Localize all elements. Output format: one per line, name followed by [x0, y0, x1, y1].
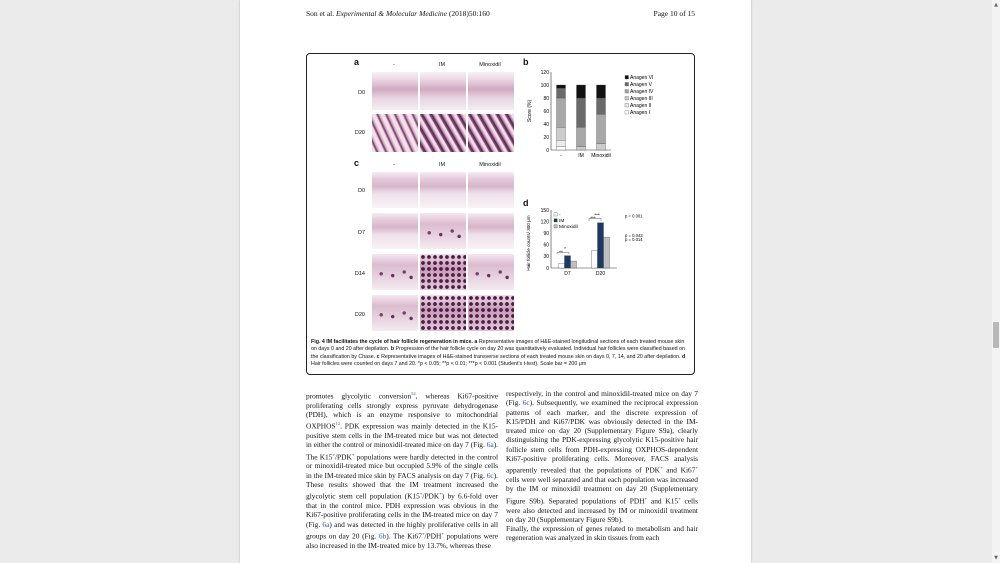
chart-d-legend-label: -: [559, 213, 561, 218]
body-left-segment: +: [332, 451, 335, 457]
body-right-segment: +: [695, 465, 698, 471]
chart-b-bar-segment: [577, 98, 586, 127]
body-left-segment: ) and was detected in the highly proliferative cells in all groups on day 20 (Fig.: [306, 519, 499, 541]
micrograph-c-d20-control: [372, 295, 418, 331]
chart-b-legend-label: Anagen VI: [630, 75, 654, 81]
micrograph-a-d0-minoxidil: [468, 72, 514, 110]
panel-c-row-d0: D0: [357, 188, 365, 194]
chart-b-y-tick-label: 40: [543, 121, 549, 128]
panel-c-col-im: IM: [438, 162, 446, 168]
micrograph-c-d20-minoxidil: [468, 295, 514, 331]
panel-a-row-d0: D0: [357, 90, 365, 96]
vertical-scrollbar[interactable]: [992, 0, 1000, 563]
body-left-segment: +: [419, 491, 423, 497]
body-left-segment: , whereas Ki67-positive proliferating cells strongly express pyruvate dehydrogenase (PDH), which is an enzyme responsive to mitochondrial OXPHOS: [306, 391, 498, 431]
scroll-thumb[interactable]: [993, 322, 999, 348]
body-left-segment: /PDH: [424, 531, 442, 541]
header-citation: (2018)50:160: [448, 9, 490, 18]
body-column-left: [306, 389, 498, 550]
body-left-segment: 12: [335, 421, 341, 427]
body-left-segment: +: [421, 531, 425, 537]
chart-d-y-tick-label: 90: [543, 231, 549, 237]
chart-d-bar: [604, 237, 610, 268]
chart-b-y-tick-label: 20: [543, 134, 549, 141]
body-right-segment: ). Subsequently, we examined the reciprocal expression patterns of each marker, and the discrete expression of K15/PDH and Ki67/PDK was obviously detected in the IM-treated mice on day 20 (Supplementary Figure S9a), clearly distinguishing the PDK-expressing glycolytic K15-positive hair follicle stem cells from PDH-expressing OXPHOS-dependent Ki67-positive proliferating cells. Moreover, FACS analysis apparently revealed that the populations of PDK: [506, 398, 698, 475]
figure-4: [306, 53, 695, 375]
chart-b-bar-segment: [557, 147, 566, 150]
chart-d-y-tick-label: 30: [543, 254, 549, 261]
chart-d-significance-annotation: **: [559, 250, 563, 256]
chart-b-y-axis-label: Score (%): [527, 99, 533, 123]
body-right-segment: +: [644, 495, 648, 501]
chart-d-significance-annotation: p = 0.001: [625, 213, 643, 219]
panel-c-row-d20: D20: [354, 312, 365, 318]
body-left-segment: 6c: [486, 470, 494, 480]
chart-b-bar-segment: [597, 98, 606, 114]
chart-b-bar-segment: [557, 88, 566, 98]
chart-d-x-tick-label: D20: [595, 271, 606, 277]
chart-b-bar-segment: [577, 147, 586, 150]
chart-b-bar-segment: [557, 85, 566, 88]
chart-b-bar-segment: [557, 98, 566, 127]
chart-b-legend-label: Anagen IV: [630, 89, 654, 95]
chart-d-y-axis-label: Hair follicle counts/ 300 μm: [526, 215, 531, 271]
body-left-segment: 6a: [322, 519, 330, 529]
micrograph-a-d0-im: [420, 72, 466, 110]
chart-b-legend-swatch: [625, 83, 629, 87]
micrograph-c-d14-im: [420, 254, 466, 290]
body-left-segment: 54: [411, 391, 416, 396]
body-left-segment: +: [351, 451, 355, 457]
panel-b-letter: b: [523, 57, 529, 67]
micrograph-a-d0-control: [372, 72, 418, 110]
chart-b-bar-segment: [577, 127, 586, 147]
micrograph-c-d7-control: [372, 213, 418, 249]
panel-a-row-d20: D20: [354, 130, 365, 136]
micrograph-c-d20-im: [420, 295, 466, 331]
micrograph-a-d20-control: [372, 114, 418, 152]
chart-d-significance-annotation: ***: [594, 213, 600, 219]
caption-c-text: Representative images of H&E-stained transverse sections of each treated mouse skin on days 0, 7, 14, and 20 after depilation.: [379, 353, 682, 360]
body-right-segment: 6c: [522, 398, 530, 408]
chart-b-bar-segment: [557, 127, 566, 140]
caption-c-letter: c: [376, 353, 380, 360]
panel-a-col-minoxidil: Minoxidil: [479, 62, 501, 68]
pdf-page: [240, 0, 751, 563]
panel-a-col-control: -: [393, 62, 395, 68]
chart-b-y-tick-label: 100: [540, 82, 549, 89]
chart-d: [521, 202, 691, 280]
page-number: Page 10 of 15: [653, 9, 695, 18]
chart-b-y-tick-label: 60: [543, 108, 549, 115]
chart-b-y-tick-label: 0: [546, 147, 549, 154]
caption-d-text: Hair follicles were counted on days 7 and 20. *p < 0.05; **p < 0.01; ***p < 0.001 (Student's t-test). Scale bar = 200 μm: [311, 361, 587, 368]
panel-d-letter: d: [523, 198, 529, 208]
body-right-segment: and K15: [647, 496, 679, 506]
chart-d-y-tick-label: 150: [540, 207, 549, 214]
micrograph-c-d14-minoxidil: [468, 254, 514, 290]
chart-d-x-tick-label: D7: [564, 271, 571, 277]
chart-b-x-tick-label: IM: [578, 153, 584, 159]
caption-b-letter: b: [390, 346, 395, 353]
chart-b-legend-label: Anagen III: [630, 96, 653, 102]
body-column-right: [506, 389, 698, 543]
chart-b-legend-swatch: [625, 76, 629, 80]
chart-b: [521, 64, 691, 164]
caption-lead: Fig. 4 IM facilitates the cycle of hair follicle regeneration in mice.: [311, 339, 473, 345]
body-left-segment: 6a: [486, 440, 494, 450]
body-right-segment: Finally, the expression of genes related to metabolism and hair regeneration was analyzed in skin tissues from each: [506, 524, 698, 543]
body-left-segment: ) by 6.6-fold over that in the control mice. PDH expression was obvious in the Ki67-positive proliferating cells in the IM-treated mice on day 7 (Fig.: [306, 491, 499, 529]
chart-b-y-tick-label: 80: [543, 95, 549, 102]
body-left-segment: +: [441, 531, 444, 537]
header-authors: Son et al.: [306, 9, 335, 18]
panel-c-letter: c: [354, 158, 360, 168]
body-right-segment: and Ki67: [662, 465, 696, 475]
caption-a-text: Representative images of H&E-stained longitudinal sections of each treated mouse skin on days 0 and 20 after depilation.: [311, 339, 685, 353]
micrograph-c-d0-control: [372, 172, 418, 208]
chart-b-bar-segment: [597, 144, 606, 151]
micrograph-c-d0-im: [420, 172, 466, 208]
body-left-segment: +: [439, 491, 442, 497]
body-left-segment: 6b: [378, 531, 387, 541]
chart-b-bar-segment: [577, 85, 586, 98]
caption-d-letter: d: [682, 353, 686, 360]
scroll-down-arrow-icon[interactable]: ▼: [994, 555, 998, 561]
micrograph-c-d14-control: [372, 254, 418, 290]
chart-b-legend-label: Anagen V: [630, 82, 652, 88]
panel-a-letter: a: [354, 57, 360, 67]
caption-a-letter: a: [474, 339, 478, 345]
chart-b-legend-label: Anagen II: [630, 103, 652, 109]
chart-b-bar-segment: [557, 140, 566, 147]
chart-b-legend-swatch: [625, 104, 629, 108]
chart-d-bar: [565, 256, 571, 268]
chart-b-x-tick-label: -: [560, 153, 562, 159]
chart-d-significance-annotation: p = 0.043: [625, 233, 643, 239]
chart-b-y-tick-label: 120: [540, 69, 549, 76]
body-left-segment: promotes glycolytic conversion: [306, 391, 412, 401]
chart-d-significance-annotation: ***: [590, 216, 596, 222]
chart-b-legend-label: Anagen I: [630, 110, 651, 116]
chart-d-y-tick-label: 120: [540, 219, 549, 226]
body-left-segment: /PDK: [335, 452, 352, 462]
panel-c-col-minoxidil: Minoxidil: [479, 162, 501, 168]
chart-d-bar: [592, 251, 598, 268]
chart-d-legend-label: IM: [559, 219, 565, 224]
panel-a-col-im: IM: [438, 62, 446, 68]
header-journal: Experimental & Molecular Medicine: [336, 9, 448, 18]
micrograph-a-d20-im: [420, 114, 466, 152]
chart-d-bar: [571, 261, 577, 268]
chart-b-legend-swatch: [625, 90, 629, 94]
chart-d-bar: [598, 223, 604, 268]
body-right-segment: respectively, in the control and minoxidil-treated mice on day 7 (Fig.: [506, 389, 698, 408]
chart-d-legend-swatch: [554, 213, 557, 216]
micrograph-c-d7-im: [420, 213, 466, 249]
micrograph-a-d20-minoxidil: [468, 114, 514, 152]
chart-d-legend-swatch: [554, 219, 557, 222]
body-left-segment: populations were also increased in the IM-treated mice by 13.7%, whereas these: [306, 531, 498, 550]
chart-d-y-tick-label: 60: [543, 242, 549, 249]
body-left-segment: ). The K15: [306, 440, 498, 462]
chart-b-legend-swatch: [625, 111, 629, 115]
chart-d-significance-annotation: p = 0.014: [625, 236, 643, 242]
body-right-segment: cells were also detected and increased by IM or minoxidil treatment on day 20 (Supplementary Figure S9b).: [506, 496, 698, 524]
chart-d-y-tick-label: 0: [546, 265, 549, 272]
chart-d-legend-swatch: [554, 225, 557, 228]
caption-b-text: Progression of the hair follicle cycle on day 20 was quantitatively evaluated. Individual hair follicles were classified based on the classification by Chase.: [311, 346, 685, 360]
micrograph-c-d7-minoxidil: [468, 213, 514, 249]
chart-b-x-tick-label: Minoxidil: [591, 153, 611, 159]
micrograph-c-d0-minoxidil: [468, 172, 514, 208]
scroll-up-arrow-icon[interactable]: ▲: [994, 2, 998, 8]
chart-b-legend-swatch: [625, 97, 629, 101]
body-left-segment: populations were hardly detected in the control or minoxidil-treated mice but occupied 5.9% of the single cells in the IM-treated mice skin by FACS analysis on day 7 (Fig.: [306, 452, 498, 480]
chart-d-legend-label: Minoxidil: [559, 225, 578, 230]
panel-c-row-d14: D14: [354, 271, 365, 277]
body-right-segment: cells were well separated and that each population was increased by the IM or minoxidil treatment on day 20 (Supplementary Figure S9b). Separated populations of PDH: [506, 475, 698, 506]
body-right-segment: +: [678, 495, 681, 501]
body-left-segment: /PDK: [422, 491, 440, 501]
figure-caption: [311, 339, 691, 369]
body-left-segment: . PDK expression was mainly detected in the K15-positive stem cells in the IM-treated mice but was not detected in either the control or minoxidil-treated mice on day 7 (Fig.: [306, 421, 498, 450]
chart-d-significance-annotation: *: [564, 247, 566, 253]
panel-c-row-d7: D7: [357, 230, 365, 236]
chart-b-bar-segment: [597, 114, 606, 143]
chart-b-bar-segment: [597, 85, 606, 98]
body-left-segment: ). These results showed that the IM treatment increased the glycolytic stem cell population (K15: [306, 470, 498, 501]
panel-c-col-control: -: [393, 162, 395, 168]
body-right-segment: +: [660, 465, 663, 471]
chart-d-bar: [559, 263, 565, 268]
running-head: [306, 9, 490, 18]
body-left-segment: ). The Ki67: [386, 531, 422, 541]
